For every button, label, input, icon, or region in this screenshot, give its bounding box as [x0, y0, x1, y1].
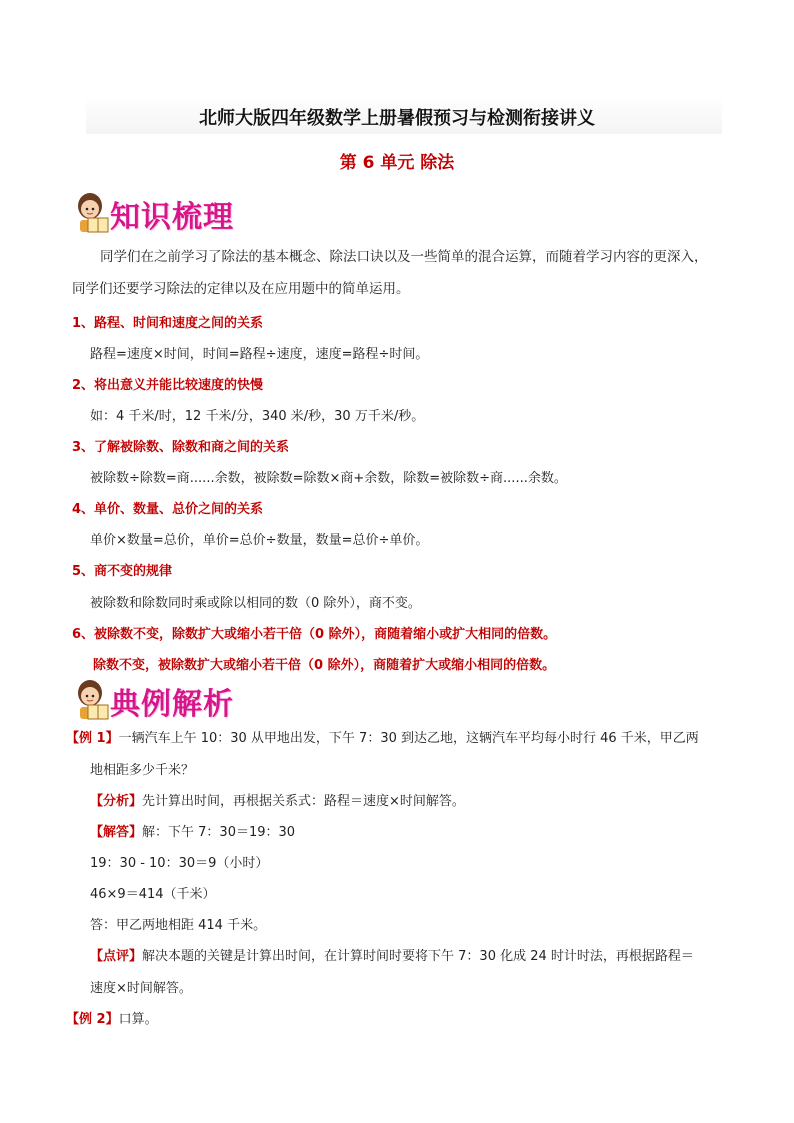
analysis-text: 先计算出时间，再根据关系式：路程＝速度×时间解答。: [142, 794, 465, 809]
item-2-body: 如：4 千米/时，12 千米/分，340 米/秒，30 万千米/秒。: [90, 409, 425, 424]
conclusion-line: 答：甲乙两地相距 414 千米。: [90, 918, 267, 933]
item-4-body: 单价×数量=总价，单价=总价÷数量，数量=总价÷单价。: [90, 533, 429, 548]
comment-line-1: [90, 945, 694, 964]
student-reading-icon: [72, 677, 112, 721]
item-3-heading: 3、了解被除数、除数和商之间的关系: [72, 440, 290, 455]
item-1-body: 路程=速度×时间，时间=路程÷速度，速度=路程÷时间。: [90, 347, 429, 362]
item-2-heading: 2、将出意义并能比较速度的快慢: [72, 378, 264, 393]
intro-line-1: 同学们在之前学习了除法的基本概念、除法口诀以及一些简单的混合运算，而随着学习内容的更深入，: [100, 249, 708, 265]
answer-text: 解：下午 7：30＝19：30: [142, 825, 296, 840]
comment-text: 解决本题的关键是计算出时间，在计算时间时要将下午 7：30 化成 24 时计时法，再根据路程＝: [142, 949, 694, 964]
knowledge-banner: [72, 190, 272, 234]
analysis-line: [90, 790, 465, 809]
examples-banner: [72, 677, 272, 721]
item-5-heading: 5、商不变的规律: [72, 564, 173, 579]
example-1-line-1: [66, 727, 699, 746]
example-1-tag: 【例 1】: [66, 731, 119, 746]
example-1-line-2: 地相距多少千米？: [90, 763, 195, 778]
item-5-body: 被除数和除数同时乘或除以相同的数（0 除外），商不变。: [90, 596, 421, 611]
comment-tag: 【点评】: [90, 949, 143, 964]
example-2-line: [66, 1008, 158, 1027]
comment-line-2: 速度×时间解答。: [90, 981, 192, 996]
answer-tag: 【解答】: [90, 825, 143, 840]
item-6-line-2: 除数不变，被除数扩大或缩小若干倍（0 除外），商随着扩大或缩小相同的倍数。: [93, 658, 556, 673]
item-3-body: 被除数÷除数=商......余数，被除数=除数×商+余数，除数=被除数÷商......余数。: [90, 471, 567, 486]
unit-title: 第 6 单元 除法: [339, 153, 455, 173]
item-1-heading: 1、路程、时间和速度之间的关系: [72, 316, 264, 331]
knowledge-banner-text: 知识梳理: [110, 200, 234, 235]
item-6-line-1: 6、被除数不变，除数扩大或缩小若干倍（0 除外），商随着缩小或扩大相同的倍数。: [72, 627, 557, 642]
document-title: 北师大版四年级数学上册暑假预习与检测衔接讲义: [199, 108, 595, 129]
student-reading-icon: [72, 190, 112, 234]
calc-line-1: 19：30 - 10：30＝9（小时）: [90, 856, 269, 871]
answer-line: [90, 821, 295, 840]
intro-line-2: 同学们还要学习除法的定律以及在应用题中的简单运用。: [72, 281, 410, 297]
example-2-tag: 【例 2】: [66, 1012, 119, 1027]
examples-banner-text: 典例解析: [110, 687, 234, 722]
analysis-tag: 【分析】: [90, 794, 143, 809]
example-1-text: 一辆汽车上午 10：30 从甲地出发，下午 7：30 到达乙地，这辆汽车平均每小时行 46 千米，甲乙两: [118, 731, 699, 746]
item-4-heading: 4、单价、数量、总价之间的关系: [72, 502, 264, 517]
calc-line-2: 46×9＝414（千米）: [90, 887, 216, 902]
example-2-text: 口算。: [118, 1012, 158, 1027]
